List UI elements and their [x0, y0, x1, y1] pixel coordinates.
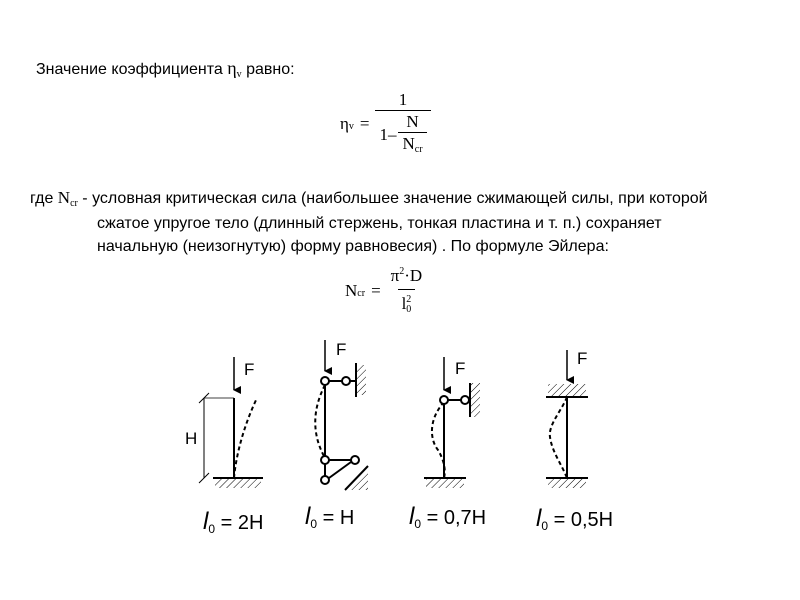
euler-fraction: $\pi^2\cdot D$ l 2 0	[390, 266, 423, 316]
pin-joint	[321, 476, 329, 484]
pin-joint	[440, 396, 448, 404]
intro-line: Значение коэффициента ηv равно:	[36, 58, 295, 80]
diagram-fixed-fixed	[546, 349, 588, 488]
pin-joint	[321, 377, 329, 385]
formula-euler: N cr = $\pi^2\cdot D$ l 2 0	[345, 266, 426, 315]
formula-eta: η v = 1 1 – $\frac{N}{\text{Ncr}}$	[340, 90, 431, 157]
height-label: H	[185, 429, 198, 448]
length-label-1: $l_0 = 2H$	[203, 508, 264, 536]
pin-joint	[351, 456, 359, 464]
pin-joint	[321, 456, 329, 464]
wall-hatch-top	[356, 365, 366, 395]
definition-line-2: сжатое упругое тело (длинный стержень, тонкая пластина и т. п.) сохраняет	[97, 215, 662, 232]
force-label: F	[577, 349, 588, 368]
pin-joint	[342, 377, 350, 385]
buckled-shape	[432, 402, 445, 478]
diagram-pinned-pinned	[315, 340, 368, 490]
diagram-fixed-pinned	[424, 357, 480, 488]
ground-hatch	[548, 478, 586, 488]
buckled-shape	[315, 385, 325, 458]
force-label: F	[455, 359, 466, 378]
buckled-shape	[550, 397, 567, 478]
buckled-shape	[234, 398, 257, 478]
ground-hatch	[426, 478, 464, 488]
inner-fraction: $\frac{N}{\text{Ncr}}$	[398, 112, 426, 157]
definition-line-1: где Ncr - условная критическая сила (наибольшее значение сжимающей силы, при которой	[30, 188, 708, 209]
top-hatch	[548, 384, 586, 396]
force-label: F	[244, 360, 255, 379]
wall-hatch	[470, 383, 480, 417]
length-label-2: $l_0 = H$	[305, 503, 355, 531]
diagram-cantilever	[185, 357, 263, 488]
force-label: F	[336, 340, 347, 359]
length-label-4: $l_0 = 0,5H$	[536, 505, 614, 533]
definition-line-3: начальную (неизогнутую) форму равновесия) . По формуле Эйлера:	[97, 238, 609, 255]
ground-hatch	[215, 478, 261, 488]
length-label-3: $l_0 = 0,7H$	[409, 503, 487, 531]
eta-fraction: 1 1 – $\frac{N}{\text{Ncr}}$	[375, 90, 430, 157]
pin-joint	[461, 396, 469, 404]
